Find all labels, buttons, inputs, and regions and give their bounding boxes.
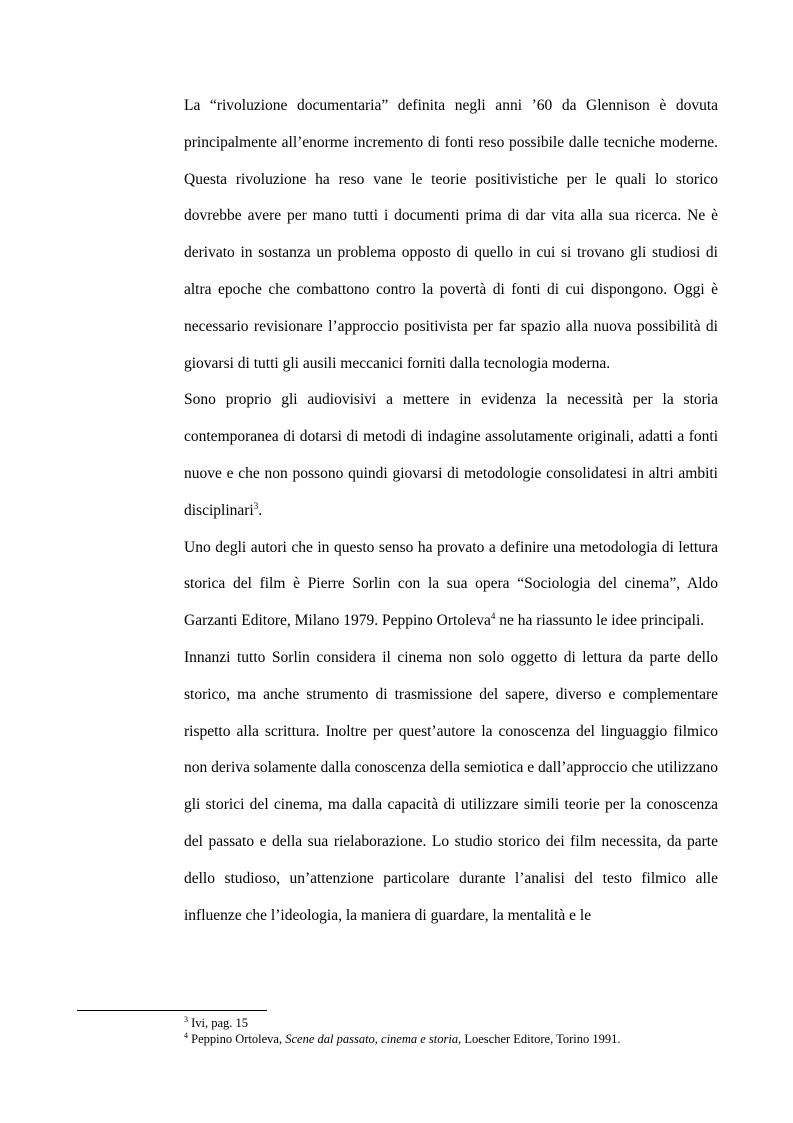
footnotes <box>184 1016 744 1047</box>
paragraph-2 <box>184 382 718 529</box>
footnote-ref-3: 3 <box>253 500 259 511</box>
body-text <box>184 88 718 934</box>
paragraph-3-text: Uno degli autori che in questo senso ha provato a definire una metodologia di lettura storica del film è Pierre Sorlin con la sua opera “Sociologia del cinema”, Aldo Garzanti Editore, Milano 1979. Peppino Ortoleva <box>184 538 718 630</box>
footnote-text: Peppino Ortoleva, <box>191 1031 286 1046</box>
paragraph-2-end: . <box>258 501 263 519</box>
footnote-text: Ivi, pag. 15 <box>191 1016 249 1030</box>
paragraph-3 <box>184 530 718 640</box>
paragraph-2-text: Sono proprio gli audiovisivi a mettere in evidenza la necessità per la storia contemporanea di dotarsi di metodi di indagine assolutamente originali, adatti a fonti nuove e che non possono quindi giovarsi di metodologie consolidatesi in altri ambiti disciplinari <box>184 391 718 519</box>
footnote-separator <box>77 1010 267 1011</box>
footnote-text-end: , Loescher Editore, Torino 1991. <box>458 1031 621 1046</box>
footnote-3 <box>184 1016 744 1032</box>
footnote-4 <box>184 1032 744 1048</box>
paragraph-4: Innanzi tutto Sorlin considera il cinema non solo oggetto di lettura da parte dello storico, ma anche strumento di trasmissione del sapere, diverso e complementare rispetto alla scrittura. Inoltre per quest’autore la conoscenza del linguaggio filmico non deriva solamente dalla conoscenza della semiotica e dall’approccio che utilizzano gli storici del cinema, ma dalla capacità di utilizzare simili teorie per la conoscenza del passato e della sua rielaborazione. Lo studio storico dei film necessita, da parte dello studioso, un’attenzione particolare durante l’analisi del testo filmico alle influenze che l’ideologia, la maniera di guardare, la mentalità e le <box>184 648 718 924</box>
footnote-number: 3 <box>184 1015 188 1024</box>
footnote-book-title: Scene dal passato, cinema e storia <box>285 1031 459 1046</box>
paragraph-1: La “rivoluzione documentaria” definita negli anni ’60 da Glennison è dovuta principalmente all’enorme incremento di fonti reso possibile dalle tecniche moderne. Questa rivoluzione ha reso vane le teorie positivistiche per le quali lo storico dovrebbe avere per mano tutti i documenti prima di dar vita alla sua ricerca. Ne è derivato in sostanza un problema opposto di quello in cui si trovano gli studiosi di altra epoche che combattono contro la povertà di fonti di cui dispongono. Oggi è necessario revisionare l’approccio positivista per far spazio alla nuova possibilità di giovarsi di tutti gli ausili meccanici forniti dalla tecnologia moderna. <box>184 97 718 372</box>
footnote-number: 4 <box>184 1030 188 1040</box>
paragraph-3-end: ne ha riassunto le idee principali. <box>495 612 705 630</box>
footnote-ref-4: 4 <box>490 611 496 622</box>
